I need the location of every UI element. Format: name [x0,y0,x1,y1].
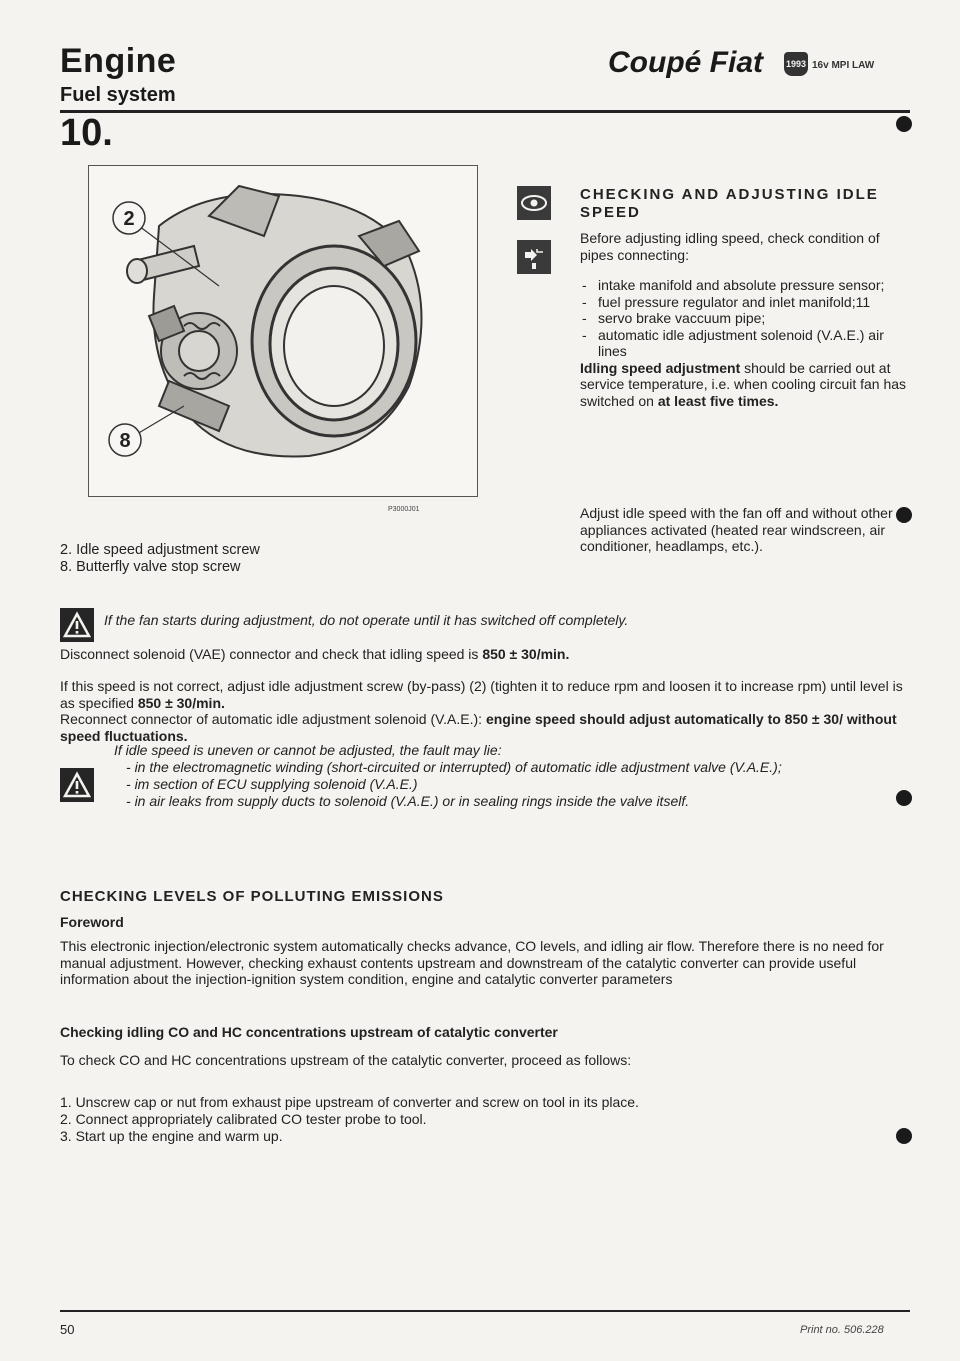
check-eye-icon [517,186,551,220]
model-label: 16v MPI LAW [812,60,875,71]
adjust-paragraph: If this speed is not correct, adjust idle adjustment screw (by-pass) (2) (tighten it to reduce rpm and loosen it to increase rpm) until level is as specified 850 ± 30/min. Reconnect connector of automatic idle adjustment solenoid (V.A.E.): engine speed should adjust automatically to 850 ± 30/ without speed fluctuations. [60,678,903,744]
figure-caption [60,542,480,576]
warning-uneven: If idle speed is uneven or cannot be adjusted, the fault may lie: - in the electromagnetic winding (short-circuited or interrupted) of automatic idle adjustment valve (V.A.E.); - im section of ECU supplying solenoid (V.A.E.) - in air leaks from supply ducts to solenoid (V.A.E.) or in sealing rings inside the valve itself. [114,742,894,810]
co-hc-steps [60,1094,910,1145]
list-item: - servo brake vaccuum pipe; [580,310,910,327]
margin-dot-icon [896,790,912,806]
callout-8: 8 [119,430,131,452]
throttle-body-drawing [89,166,477,496]
list-item: - automatic idle adjustment solenoid (V.A.E.) air lines [580,327,910,360]
header-rule [60,110,910,113]
idle-speed-heading: CHECKING AND ADJUSTING IDLE SPEED [580,186,879,221]
co-hc-intro: To check CO and HC concentrations upstream of the catalytic converter, proceed as follows: [60,1052,632,1068]
list-item: 1. Unscrew cap or nut from exhaust pipe upstream of converter and screw on tool in its place. [60,1094,639,1110]
list-item: - fuel pressure regulator and inlet manifold;11 [580,294,910,311]
callout-2: 2 [123,208,135,230]
margin-dot-icon [896,116,912,132]
pipe-list [580,277,910,360]
idle-paragraph-2: Adjust idle speed with the fan off and without other appliances activated (heated rear windscreen, air conditioner, headlamps, etc.). [580,505,893,554]
fiat-badge-icon: 1993 [784,52,808,76]
figure-code: P3000J01 [388,506,420,513]
idle-intro: Before adjusting idling speed, check condition of pipes connecting: [580,230,880,263]
brand-title: Coupé Fiat [608,46,763,79]
caption-item: 2. Idle speed adjustment screw [60,542,260,558]
margin-dot-icon [896,507,912,523]
idle-paragraph-1: Idling speed adjustment should be carried out at service temperature, i.e. when cooling circuit fan has switched on at least five times. [580,359,907,409]
adjust-tool-icon [517,240,551,274]
subsection-title: Fuel system [60,84,176,106]
warning-icon [60,608,94,642]
throttle-body-figure [88,165,478,497]
list-item: 2. Connect appropriately calibrated CO tester probe to tool. [60,1111,427,1127]
list-item: - in the electromagnetic winding (short-circuited or interrupted) of automatic idle adjustment valve (V.A.E.); [126,759,782,775]
list-item: - im section of ECU supplying solenoid (V.A.E.) [126,776,418,792]
list-item: - intake manifold and absolute pressure sensor; [580,277,910,294]
list-item: 3. Start up the engine and warm up. [60,1128,283,1144]
foreword-heading: Foreword [60,914,124,930]
caption-item: 8. Butterfly valve stop screw [60,559,241,575]
disconnect-paragraph: Disconnect solenoid (VAE) connector and check that idling speed is 850 ± 30/min. [60,646,570,662]
warning-icon [60,768,94,802]
margin-dot-icon [896,1128,912,1144]
print-number: Print no. 506.228 [800,1324,884,1336]
page-section-number: 10. [60,112,113,154]
co-hc-heading: Checking idling CO and HC concentrations upstream of catalytic converter [60,1024,558,1040]
list-item: - in air leaks from supply ducts to solenoid (V.A.E.) or in sealing rings inside the valve itself. [126,793,690,809]
idle-speed-section [580,230,910,409]
warning-fan: If the fan starts during adjustment, do not operate until it has switched off completely. [104,612,629,628]
section-title: Engine [60,42,177,80]
page-number: 50 [60,1322,75,1337]
footer-rule [60,1310,910,1312]
foreword-text: This electronic injection/electronic system automatically checks advance, CO levels, and idling air flow. Therefore there is no need for manual adjustment. However, checking exhaust contents upstream and downstream of the catalytic converter can provide useful information about the injection-ignition system condition, engine and catalytic converter parameters [60,938,884,987]
emissions-heading: CHECKING LEVELS OF POLLUTING EMISSIONS [60,888,444,905]
